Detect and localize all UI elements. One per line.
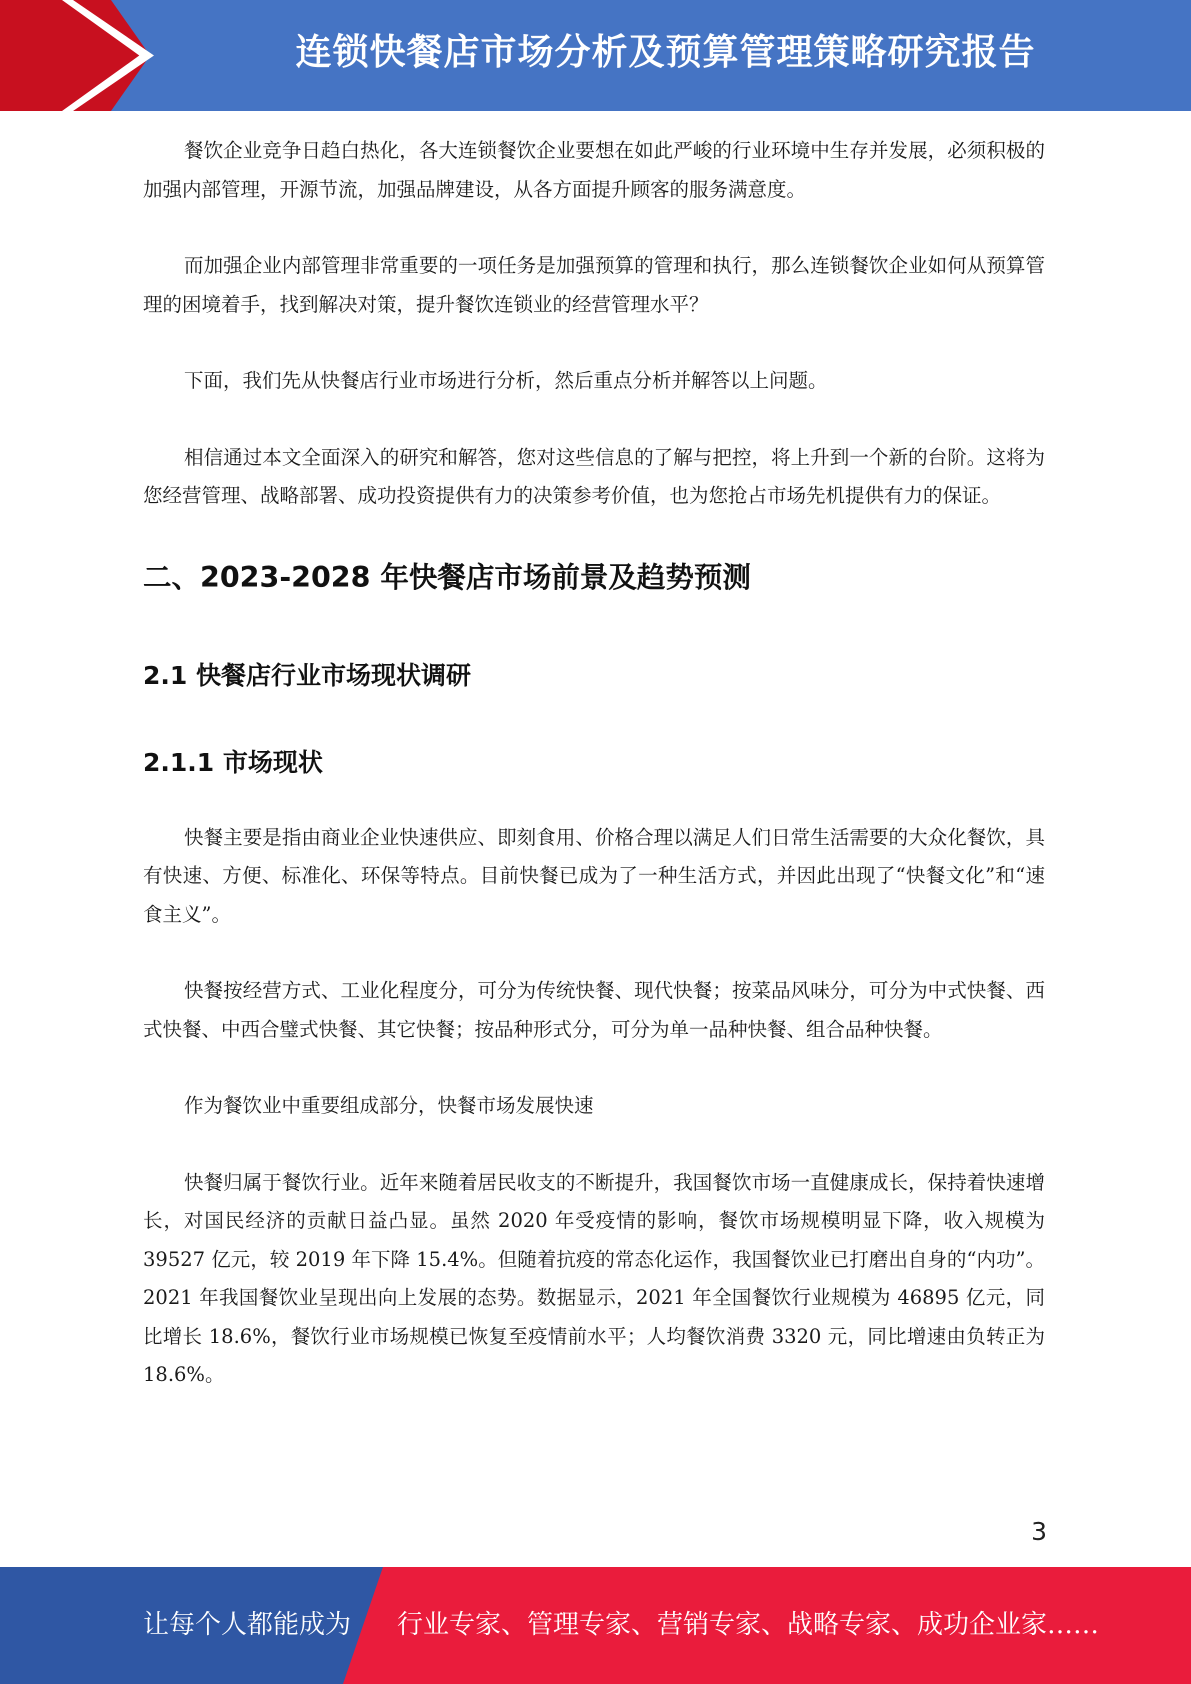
body-paragraph-2: 快餐按经营方式、工业化程度分，可分为传统快餐、现代快餐；按菜品风味分，可分为中式快餐、西式快餐、中西合璧式快餐、其它快餐；按品种形式分，可分为单一品种快餐、组合品种快餐。 xyxy=(143,979,1045,1041)
intro-paragraph-3: 下面，我们先从快餐店行业市场进行分析，然后重点分析并解答以上问题。 xyxy=(184,369,828,392)
footer-slogan-right: 行业专家、管理专家、营销专家、战略专家、成功企业家…… xyxy=(397,1610,1100,1640)
header-banner xyxy=(0,0,1191,111)
body-paragraph-3: 作为餐饮业中重要组成部分，快餐市场发展快速 xyxy=(184,1094,594,1117)
header-red-arrow-shape xyxy=(0,0,150,111)
report-title: 连锁快餐店市场分析及预算管理策略研究报告 xyxy=(295,32,1036,73)
page-content xyxy=(143,132,1045,1395)
section-heading: 二、2023-2028 年快餐店市场前景及趋势预测 xyxy=(143,560,751,594)
subsubsection-heading: 2.1.1 市场现状 xyxy=(143,747,323,777)
intro-paragraph-2: 而加强企业内部管理非常重要的一项任务是加强预算的管理和执行，那么连锁餐饮企业如何从预算管理的困境着手，找到解决对策，提升餐饮连锁业的经营管理水平？ xyxy=(143,254,1045,316)
intro-paragraph-1: 餐饮企业竞争日趋白热化，各大连锁餐饮企业要想在如此严峻的行业环境中生存并发展，必须积极的加强内部管理，开源节流，加强品牌建设，从各方面提升顾客的服务满意度。 xyxy=(143,139,1045,201)
subsection-heading: 2.1 快餐店行业市场现状调研 xyxy=(143,660,471,690)
intro-paragraph-4: 相信通过本文全面深入的研究和解答，您对这些信息的了解与把控，将上升到一个新的台阶。这将为您经营管理、战略部署、成功投资提供有力的决策参考价值，也为您抢占市场先机提供有力的保证。 xyxy=(143,445,1045,507)
body-paragraph-1: 快餐主要是指由商业企业快速供应、即刻食用、价格合理以满足人们日常生活需要的大众化餐饮，具有快速、方便、标准化、环保等特点。目前快餐已成为了一种生活方式，并因此出现了“快餐文化”和“速食主义”。 xyxy=(143,825,1045,926)
footer-slogan-left: 让每个人都能成为 xyxy=(143,1610,352,1640)
page-number: 3 xyxy=(1031,1517,1047,1546)
footer-banner xyxy=(0,1567,1191,1684)
body-paragraph-4: 快餐归属于餐饮行业。近年来随着居民收支的不断提升，我国餐饮市场一直健康成长，保持着快速增长，对国民经济的贡献日益凸显。虽然 2020 年受疫情的影响，餐饮市场规模明显下降，收入规模为 39527 亿元，较 2019 年下降 15.4%。但随着抗疫的常态化运作，我国餐饮业已打磨出自身的“内功”。2021 年我国餐饮业呈现出向上发展的态势。数据显示，2021 年全国餐饮行业规模为 46895 亿元，同比增长 18.6%，餐饮行业市场规模已恢复至疫情前水平；人均餐饮消费 3320 元，同比增速由负转正为 18.6%。 xyxy=(143,1170,1045,1386)
